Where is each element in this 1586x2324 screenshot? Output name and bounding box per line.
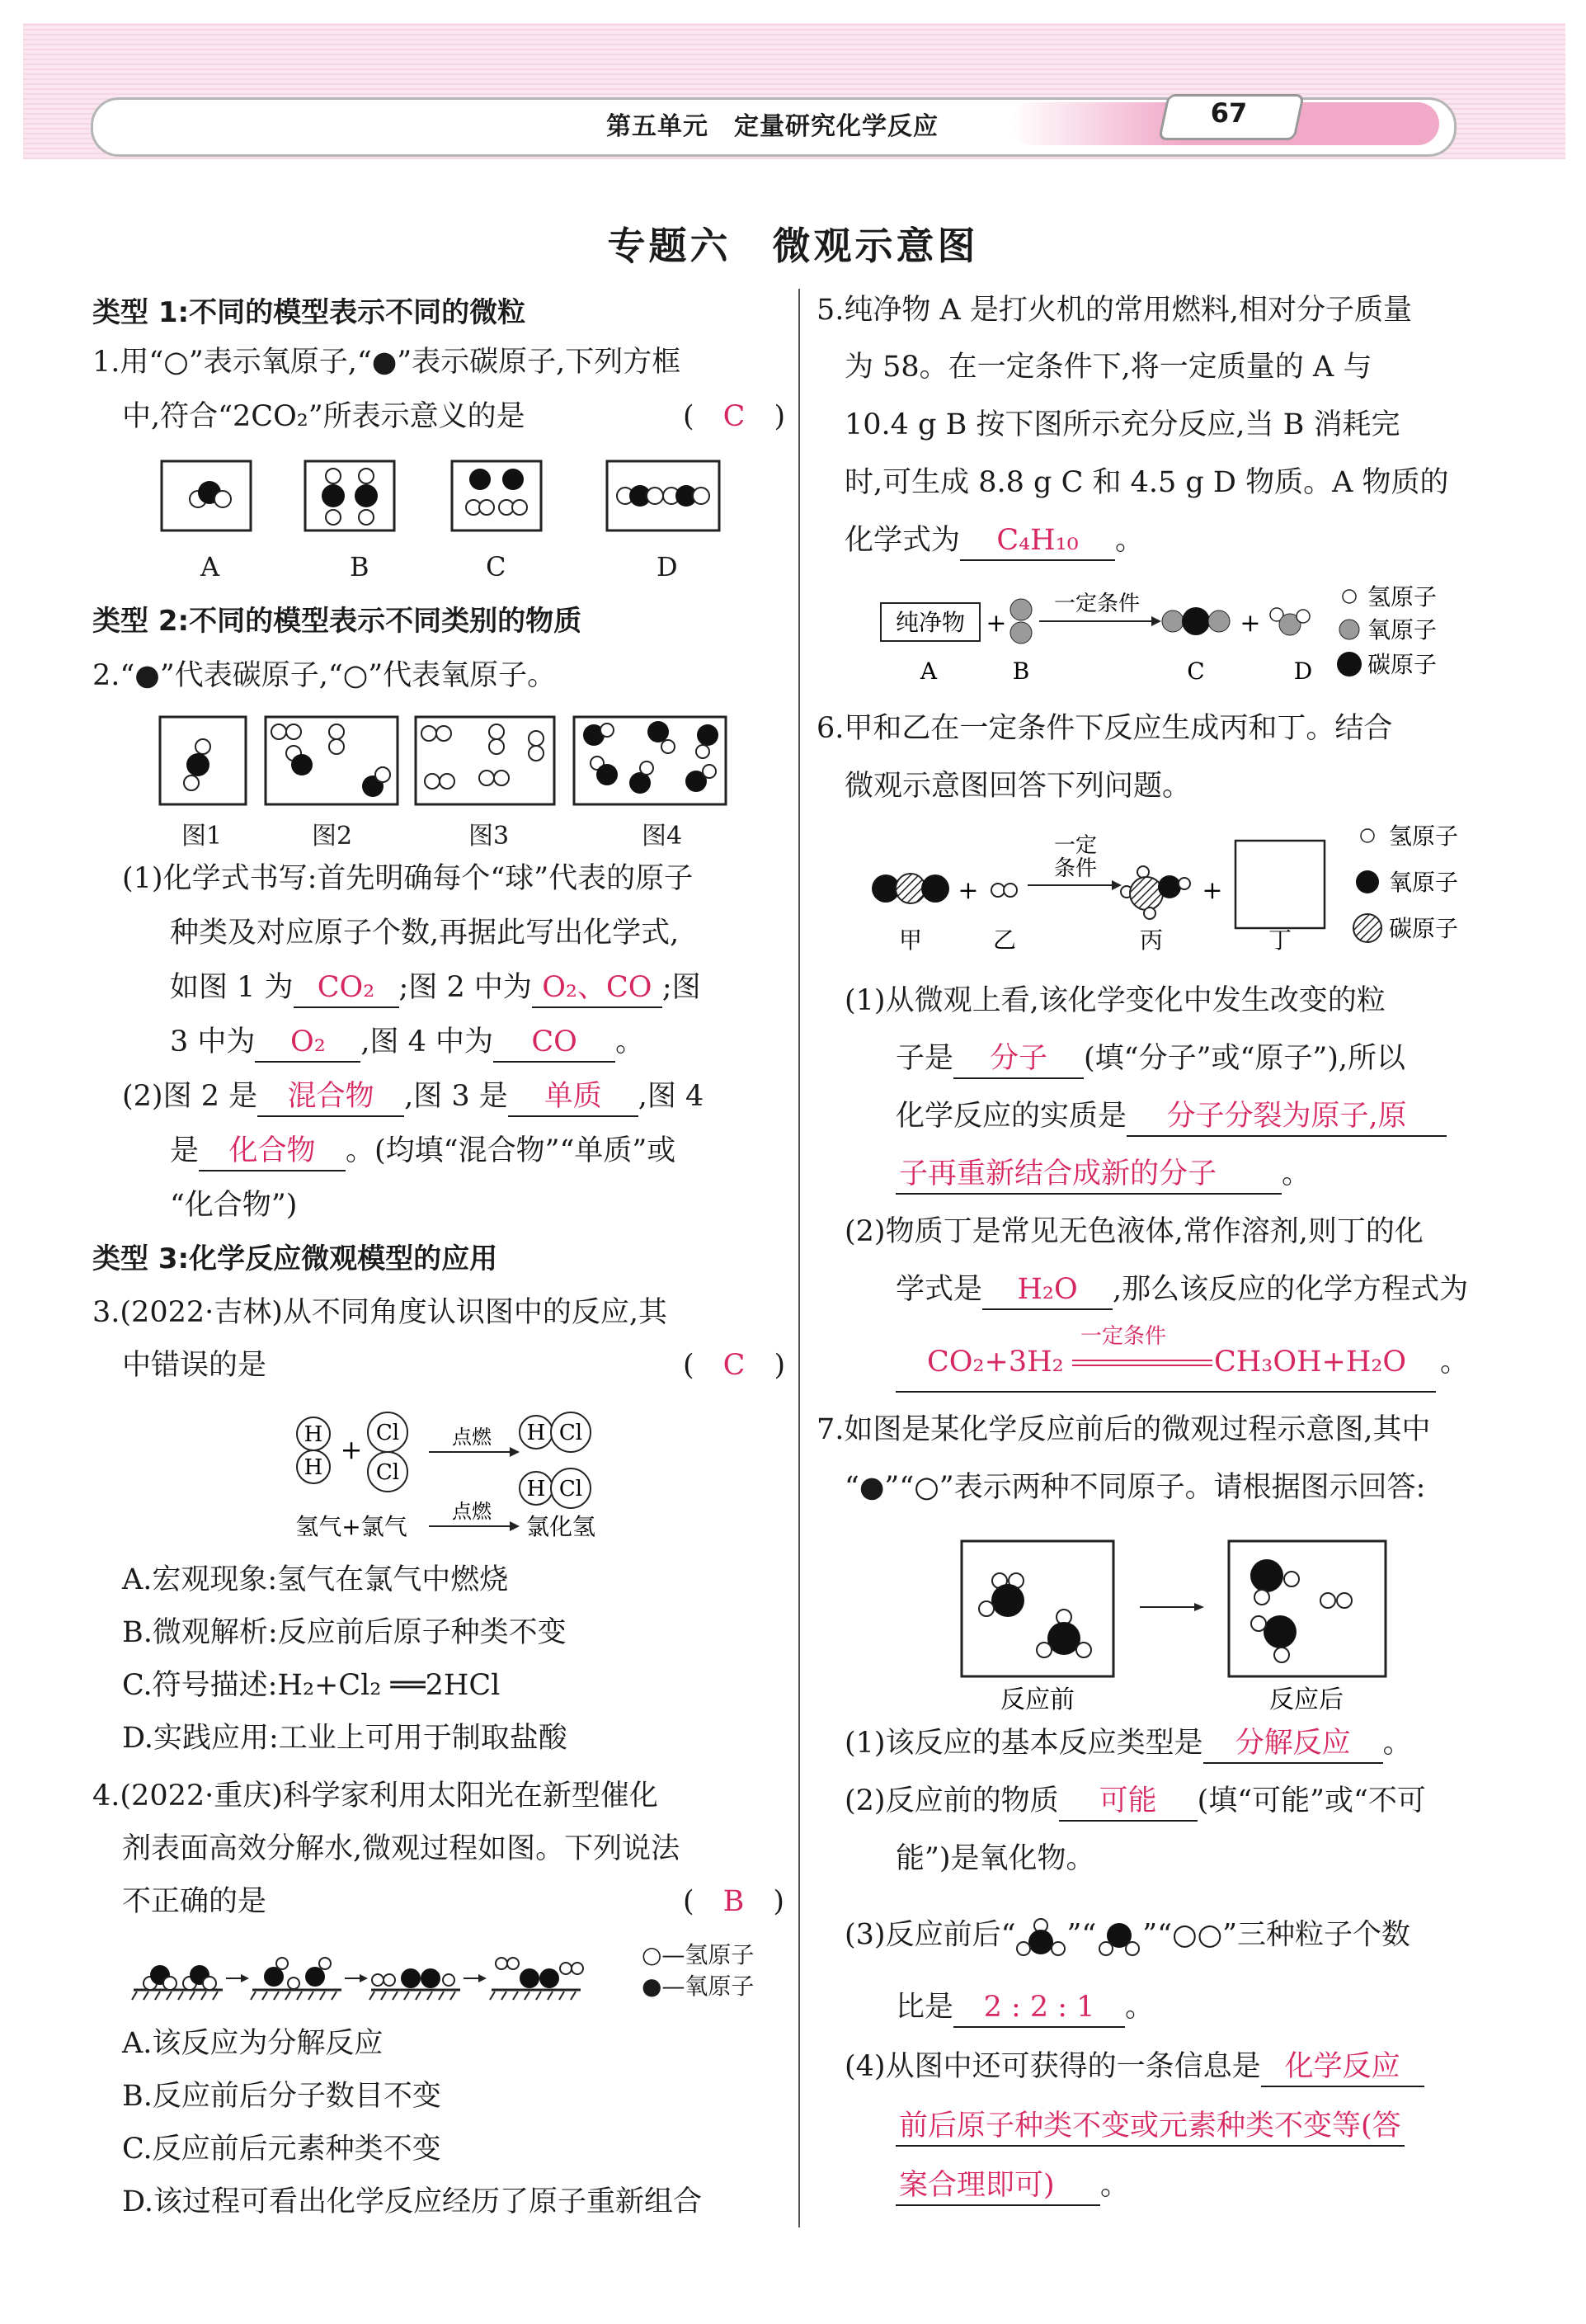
q4-line3: 不正确的是 <box>122 1885 267 1918</box>
q7-text-g: ”“○○”三种粒子个数 <box>1142 1918 1411 1952</box>
q5-label-d: D <box>1293 658 1313 685</box>
q2-fig2-label: 图2 <box>312 822 353 851</box>
q7-line2: “●”“○”表示两种不同原子。请根据图示回答: <box>845 1471 1426 1504</box>
q2-text-g: (2)图 2 是 <box>122 1080 258 1113</box>
q7-answer-4b: 前后原子种类不变或元素种类不变等(答 <box>896 2109 1405 2147</box>
q7-answer-2: 可能 <box>1059 1784 1198 1822</box>
q1-option-figures <box>157 458 751 540</box>
q2-p1-line1: (1)化学式书写:首先明确每个“球”代表的原子 <box>122 862 694 895</box>
q2-text-f: 。 <box>615 1025 645 1058</box>
q2-text-j: 是 <box>170 1134 200 1167</box>
q3-cl-atom-1: Cl <box>375 1421 400 1445</box>
q6-jia <box>872 874 949 903</box>
q3-line2: 中错误的是 <box>122 1349 267 1382</box>
q6-cond-2: 条件 <box>1053 856 1098 881</box>
q3-h-atom-2: H <box>304 1455 323 1480</box>
q7-text-b: 。 <box>1382 1727 1412 1760</box>
q4-legend-h: ○—氢原子 <box>642 1941 755 1968</box>
q3-cl-atom-2: Cl <box>375 1460 400 1485</box>
q6-eq-left: CO₂+3H₂ <box>927 1346 1064 1379</box>
q5-label-a: A <box>920 658 938 685</box>
q4-option-a: A.该反应为分解反应 <box>122 2027 384 2060</box>
q5-line1: 5.纯净物 A 是打火机的常用燃料,相对分子质量 <box>817 294 1413 327</box>
q3-line1: 3.(2022·吉林)从不同角度认识图中的反应,其 <box>92 1296 668 1329</box>
q7-text-e: (3)反应前后“ <box>845 1918 1016 1952</box>
q2-answer-6: 单质 <box>508 1079 638 1117</box>
q5-line2: 为 58。在一定条件下,将一定质量的 A 与 <box>845 351 1372 384</box>
q3-hcl-h-1: H <box>526 1421 546 1445</box>
q6-eq-right: CH₃OH+H₂O <box>1214 1346 1407 1379</box>
q6-label-yi: 乙 <box>992 926 1017 954</box>
q7-p3-line2 <box>896 1990 1154 2028</box>
q6-yi <box>991 884 1017 897</box>
q5-plus-1: + <box>986 609 1007 638</box>
q7-p2-line2: 能”)是氧化物。 <box>896 1842 1095 1875</box>
q3-words-left: 氢气+氯气 <box>295 1513 407 1540</box>
unit-title: 第五单元 定量研究化学反应 <box>606 112 939 141</box>
q5-text-end: 。 <box>1115 524 1145 557</box>
q1-line2: 中,符合“2CO₂”所表示意义的是 <box>122 400 525 433</box>
q2-p1-line3 <box>170 970 701 1008</box>
q2-fig3 <box>416 717 554 804</box>
q2-text-a: 如图 1 为 <box>170 971 294 1004</box>
type3-heading: 类型 3:化学反应微观模型的应用 <box>92 1242 498 1275</box>
q4-process-figure <box>132 1942 643 2008</box>
q6-answer-1: 分子 <box>953 1041 1084 1079</box>
q6-text-c: 化学反应的实质是 <box>896 1100 1127 1133</box>
q1-label-a: A <box>200 551 220 582</box>
q1-answer-bracket: ( C ) <box>683 400 786 433</box>
q5-box-label: 纯净物 <box>895 609 966 636</box>
q6-label-jia: 甲 <box>898 926 923 954</box>
q1-box-b <box>305 461 394 530</box>
q5-line4: 时,可生成 8.8 g C 和 4.5 g D 物质。A 物质的 <box>845 466 1449 499</box>
q6-text-e: 学式是 <box>896 1273 983 1306</box>
q4-answer-bracket: ( B ) <box>683 1885 785 1918</box>
q4-stage-4 <box>490 1958 583 2000</box>
q5-label-b: B <box>1012 658 1030 685</box>
q6-text-f: ,那么该反应的化学方程式为 <box>1113 1273 1469 1306</box>
q5-reaction-figure <box>874 582 1485 689</box>
q4-stage-1 <box>132 1965 223 2000</box>
q3-condition-bottom: 点燃 <box>452 1500 492 1523</box>
q3-condition-top: 点燃 <box>452 1426 492 1449</box>
q5-text: 化学式为 <box>845 524 961 557</box>
q2-text-i: ,图 4 <box>638 1080 704 1113</box>
q2-p2-line1 <box>122 1079 704 1117</box>
q2-answer-4: CO <box>493 1025 615 1063</box>
q5-line3: 10.4 g B 按下图所示充分反应,当 B 消耗完 <box>845 408 1400 441</box>
q4-option-c: C.反应前后元素种类不变 <box>122 2133 441 2166</box>
q7-before-label: 反应前 <box>1000 1685 1075 1714</box>
q6-cond-1: 一定 <box>1053 833 1098 858</box>
q5-legend-c: 碳原子 <box>1367 651 1438 678</box>
q7-p4-line1 <box>845 2049 1424 2087</box>
q2-figures <box>157 714 751 813</box>
q6-p1-line2 <box>896 1041 1405 1079</box>
q2-text-c: ;图 <box>661 971 701 1004</box>
q7-p3-line1 <box>845 1916 1410 1957</box>
q2-fig3-label: 图3 <box>468 822 510 851</box>
q7-text-j: (4)从图中还可获得的一条信息是 <box>845 2050 1261 2083</box>
q2-text-k: 。(均填“混合物”“单质”或 <box>346 1134 676 1167</box>
q6-eq-condition: 一定条件 <box>1080 1324 1167 1349</box>
q4-option-d: D.该过程可看出化学反应经历了原子重新组合 <box>122 2185 702 2218</box>
q3-hcl-h-2: H <box>526 1477 546 1501</box>
q6-legend-h: 氢原子 <box>1389 823 1459 850</box>
column-divider <box>798 289 800 2227</box>
q3-h-atom-1: H <box>304 1422 323 1447</box>
q3-answer-bracket: ( C ) <box>683 1349 786 1382</box>
q2-fig2 <box>266 717 398 804</box>
q7-answer-1: 分解反应 <box>1203 1726 1383 1764</box>
q2-text-b: ;图 2 中为 <box>398 971 532 1004</box>
q2-fig1-label: 图1 <box>181 822 223 851</box>
q6-answer-3: H₂O <box>982 1272 1113 1310</box>
q1-label-c: C <box>486 551 506 582</box>
q7-after-label: 反应后 <box>1269 1685 1344 1714</box>
q3-words-right: 氯化氢 <box>525 1513 596 1540</box>
q3-option-b: B.微观解析:反应前后原子种类不变 <box>122 1616 567 1649</box>
q6-legend-o: 氧原子 <box>1389 869 1459 896</box>
q4-line1: 4.(2022·重庆)科学家利用太阳光在新型催化 <box>92 1780 658 1813</box>
q7-p4-line2 <box>896 2109 1405 2147</box>
q1-label-b: B <box>350 551 369 582</box>
q5-condition: 一定条件 <box>1053 592 1141 616</box>
q6-plus-2: + <box>1202 876 1223 905</box>
q7-answer-4c: 案合理即可) <box>896 2168 1100 2206</box>
q6-plus-1: + <box>958 876 979 905</box>
q4-option-b: B.反应前后分子数目不变 <box>122 2080 441 2113</box>
q2-answer-5: 混合物 <box>257 1079 404 1117</box>
q7-molecule-icon-1 <box>1015 1916 1066 1957</box>
q3-option-a: A.宏观现象:氢气在氯气中燃烧 <box>122 1563 509 1596</box>
q2-text-d: 3 中为 <box>170 1025 256 1058</box>
q5-line5 <box>845 523 1144 561</box>
q7-text-k: 。 <box>1100 2169 1130 2202</box>
type2-heading: 类型 2:不同的模型表示不同类别的物质 <box>92 605 582 638</box>
q6-label-bing: 丙 <box>1139 926 1164 954</box>
q1-label-d: D <box>657 551 678 582</box>
q6-line1: 6.甲和乙在一定条件下反应生成丙和丁。结合 <box>817 712 1393 745</box>
q6-p2-line1: (2)物质丁是常见无色液体,常作溶剂,则丁的化 <box>845 1215 1424 1248</box>
q7-text-h: 比是 <box>896 1991 954 2024</box>
q2-fig4-label: 图4 <box>642 822 683 851</box>
q7-answer-4a: 化学反应 <box>1261 2049 1424 2087</box>
q3-option-c: C.符号描述:H₂+Cl₂ ══2HCl <box>122 1669 501 1702</box>
q6-text-a: 子是 <box>896 1042 954 1075</box>
q5-legend-h: 氢原子 <box>1367 583 1438 610</box>
q5-legend-o: 氧原子 <box>1367 616 1438 643</box>
q7-text-c: (2)反应前的物质 <box>845 1784 1059 1817</box>
q6-text-b: (填“分子”或“原子”),所以 <box>1084 1042 1406 1075</box>
q4-stage-2 <box>251 1958 341 2000</box>
q6-p1-line3 <box>896 1099 1447 1137</box>
q2-p1-line4 <box>170 1025 644 1063</box>
q1-line1: 1.用“○”表示氧原子,“●”表示碳原子,下列方框 <box>92 346 681 379</box>
q2-answer-3: O₂ <box>255 1025 360 1063</box>
q6-p1-line1: (1)从微观上看,该化学变化中发生改变的粒 <box>845 984 1386 1017</box>
q6-p2-line2 <box>896 1272 1468 1310</box>
q2-answer-2: O₂、CO <box>532 970 662 1008</box>
q7-text-f: ”“ <box>1066 1918 1097 1952</box>
q3-hcl-cl-1: Cl <box>558 1421 583 1445</box>
q1-box-c <box>452 461 541 530</box>
q3-hcl-cl-2: Cl <box>558 1477 583 1501</box>
q2-answer-1: CO₂ <box>294 970 399 1008</box>
q5-plus-2: + <box>1240 609 1261 638</box>
q6-eq-end: 。 <box>1440 1346 1470 1379</box>
q2-fig4 <box>574 717 726 804</box>
q7-reaction-figure <box>957 1534 1402 1716</box>
q4-answer: B <box>722 1885 745 1918</box>
q2-fig1 <box>160 717 246 804</box>
q3-option-d: D.实践应用:工业上可用于制取盐酸 <box>122 1722 567 1755</box>
q6-reaction-figure <box>866 821 1493 969</box>
q2-text-h: ,图 3 是 <box>404 1080 508 1113</box>
q1-box-a <box>162 461 251 530</box>
q2-p2-line3: “化合物”) <box>170 1189 298 1222</box>
q1-answer: C <box>722 400 746 433</box>
q6-text-d: 。 <box>1282 1157 1311 1190</box>
q7-line1: 7.如图是某化学反应前后的微观过程示意图,其中 <box>817 1413 1431 1446</box>
q7-molecule-icon-2 <box>1096 1916 1142 1957</box>
q2-line1: 2.“●”代表碳原子,“○”代表氧原子。 <box>92 659 557 692</box>
q7-p4-line3 <box>896 2168 1129 2206</box>
q7-p1 <box>845 1726 1412 1764</box>
q5-label-c: C <box>1187 658 1205 685</box>
page-number: 67 <box>1210 97 1248 129</box>
q1-box-d <box>607 461 719 530</box>
q6-p1-line4 <box>896 1157 1311 1195</box>
q6-ding-box <box>1235 841 1325 928</box>
q7-text-a: (1)该反应的基本反应类型是 <box>845 1727 1203 1760</box>
q3-plus: + <box>340 1434 363 1465</box>
q7-text-d: (填“可能”或“不可 <box>1197 1784 1426 1817</box>
q7-before <box>962 1541 1113 1676</box>
q6-eq-equals <box>1072 1360 1212 1366</box>
type1-heading: 类型 1:不同的模型表示不同的微粒 <box>92 296 526 329</box>
q2-answer-7: 化合物 <box>199 1134 346 1171</box>
q2-p2-line2 <box>170 1134 675 1171</box>
q7-p2-line1 <box>845 1784 1426 1822</box>
q4-line2: 剂表面高效分解水,微观过程如图。下列说法 <box>122 1832 680 1865</box>
q7-answer-3: 2 : 2 : 1 <box>953 1990 1125 2028</box>
page-title: 专题六 微观示意图 <box>607 224 979 268</box>
q3-answer: C <box>722 1349 746 1382</box>
q2-text-e: ,图 4 中为 <box>360 1025 494 1058</box>
q6-line2: 微观示意图回答下列问题。 <box>845 770 1192 803</box>
q3-reaction-figure <box>289 1402 652 1551</box>
q2-p1-line2: 种类及对应原子个数,再据此写出化学式, <box>170 917 680 950</box>
q6-legend-c: 碳原子 <box>1389 915 1459 942</box>
q4-legend-o: ●—氧原子 <box>642 1973 755 2000</box>
q4-stage-3 <box>369 1968 460 2000</box>
q6-bing <box>1121 866 1190 919</box>
q6-answer-2b: 子再重新结合成新的分子 <box>896 1157 1282 1195</box>
q6-answer-2a: 分子分裂为原子,原 <box>1127 1099 1447 1137</box>
q6-label-ding: 丁 <box>1268 926 1292 954</box>
q7-after <box>1229 1541 1386 1676</box>
q5-answer: C₄H₁₀ <box>960 523 1115 561</box>
q7-text-i: 。 <box>1125 1991 1155 2024</box>
